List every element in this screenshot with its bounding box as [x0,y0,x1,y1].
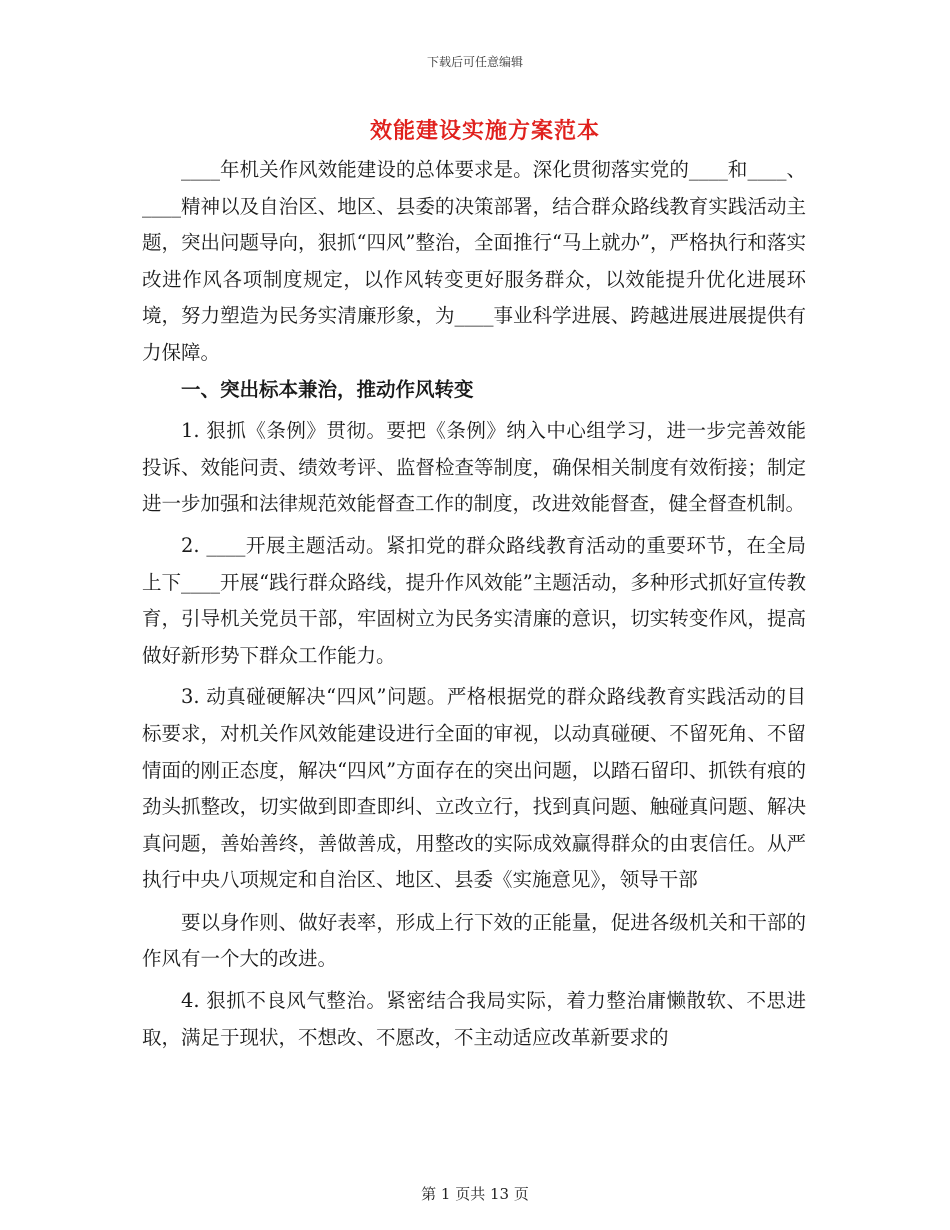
intro-paragraph: ____年机关作风效能建设的总体要求是。深化贯彻落实党的____和____、____精神以及自治区、地区、县委的决策部署，结合群众路线教育实践活动主题，突出问题导向，狠抓“四风”整治，全面推行“马上就办”，严格执行和落实改进作风各项制度规定，以作风转变更好服务群众，以效能提升优化进展环境，努力塑造为民务实清廉形象，为____事业科学进展、跨越进展进展提供有力保障。 [142,158,806,364]
list-item-3: 3. 动真碰硬解决“四风”问题。严格根据党的群众路线教育实践活动的目标要求，对机关作风效能建设进行全面的审视，以动真碰硬、不留死角、不留情面的刚正态度，解决“四风”方面存在的突出问题，以踏石留印、抓铁有痕的劲头抓整改，切实做到即查即纠、立改立行，找到真问题、触碰真问题、解决真问题，善始善终，善做善成，用整改的实际成效赢得群众的由衷信任。从严执行中央八项规定和自治区、地区、县委《实施意见》，领导干部 [142,685,806,892]
document-title: 效能建设实施方案范本 [369,118,600,144]
list-item-3-continuation: 要以身作则、做好表率，形成上行下效的正能量，促进各级机关和干部的作风有一个大的改进。 [142,910,806,971]
page-number: 第 1 页共 13 页 [421,1185,529,1203]
list-item-4: 4. 狠抓不良风气整治。紧密结合我局实际，着力整治庸懒散软、不思进取，满足于现状，不想改、不愿改，不主动适应改革新要求的 [142,989,806,1049]
section-heading: 一、突出标本兼治，推动作风转变 [181,377,474,401]
document-body [142,152,806,1056]
list-item-1: 1. 狠抓《条例》贯彻。要把《条例》纳入中心组学习，进一步完善效能投诉、效能问责、绩效考评、监督检查等制度，确保相关制度有效衔接；制定进一步加强和法律规范效能督查工作的制度，改进效能督查，健全督查机制。 [142,419,806,516]
page-header: 下载后可任意编辑 [426,55,523,69]
list-item-2: 2. ____开展主题活动。紧扣党的群众路线教育活动的重要环节，在全局上下____开展“践行群众路线，提升作风效能”主题活动，多种形式抓好宣传教育，引导机关党员干部，牢固树立为民务实清廉的意识，切实转变作风，提高做好新形势下群众工作能力。 [142,533,806,667]
